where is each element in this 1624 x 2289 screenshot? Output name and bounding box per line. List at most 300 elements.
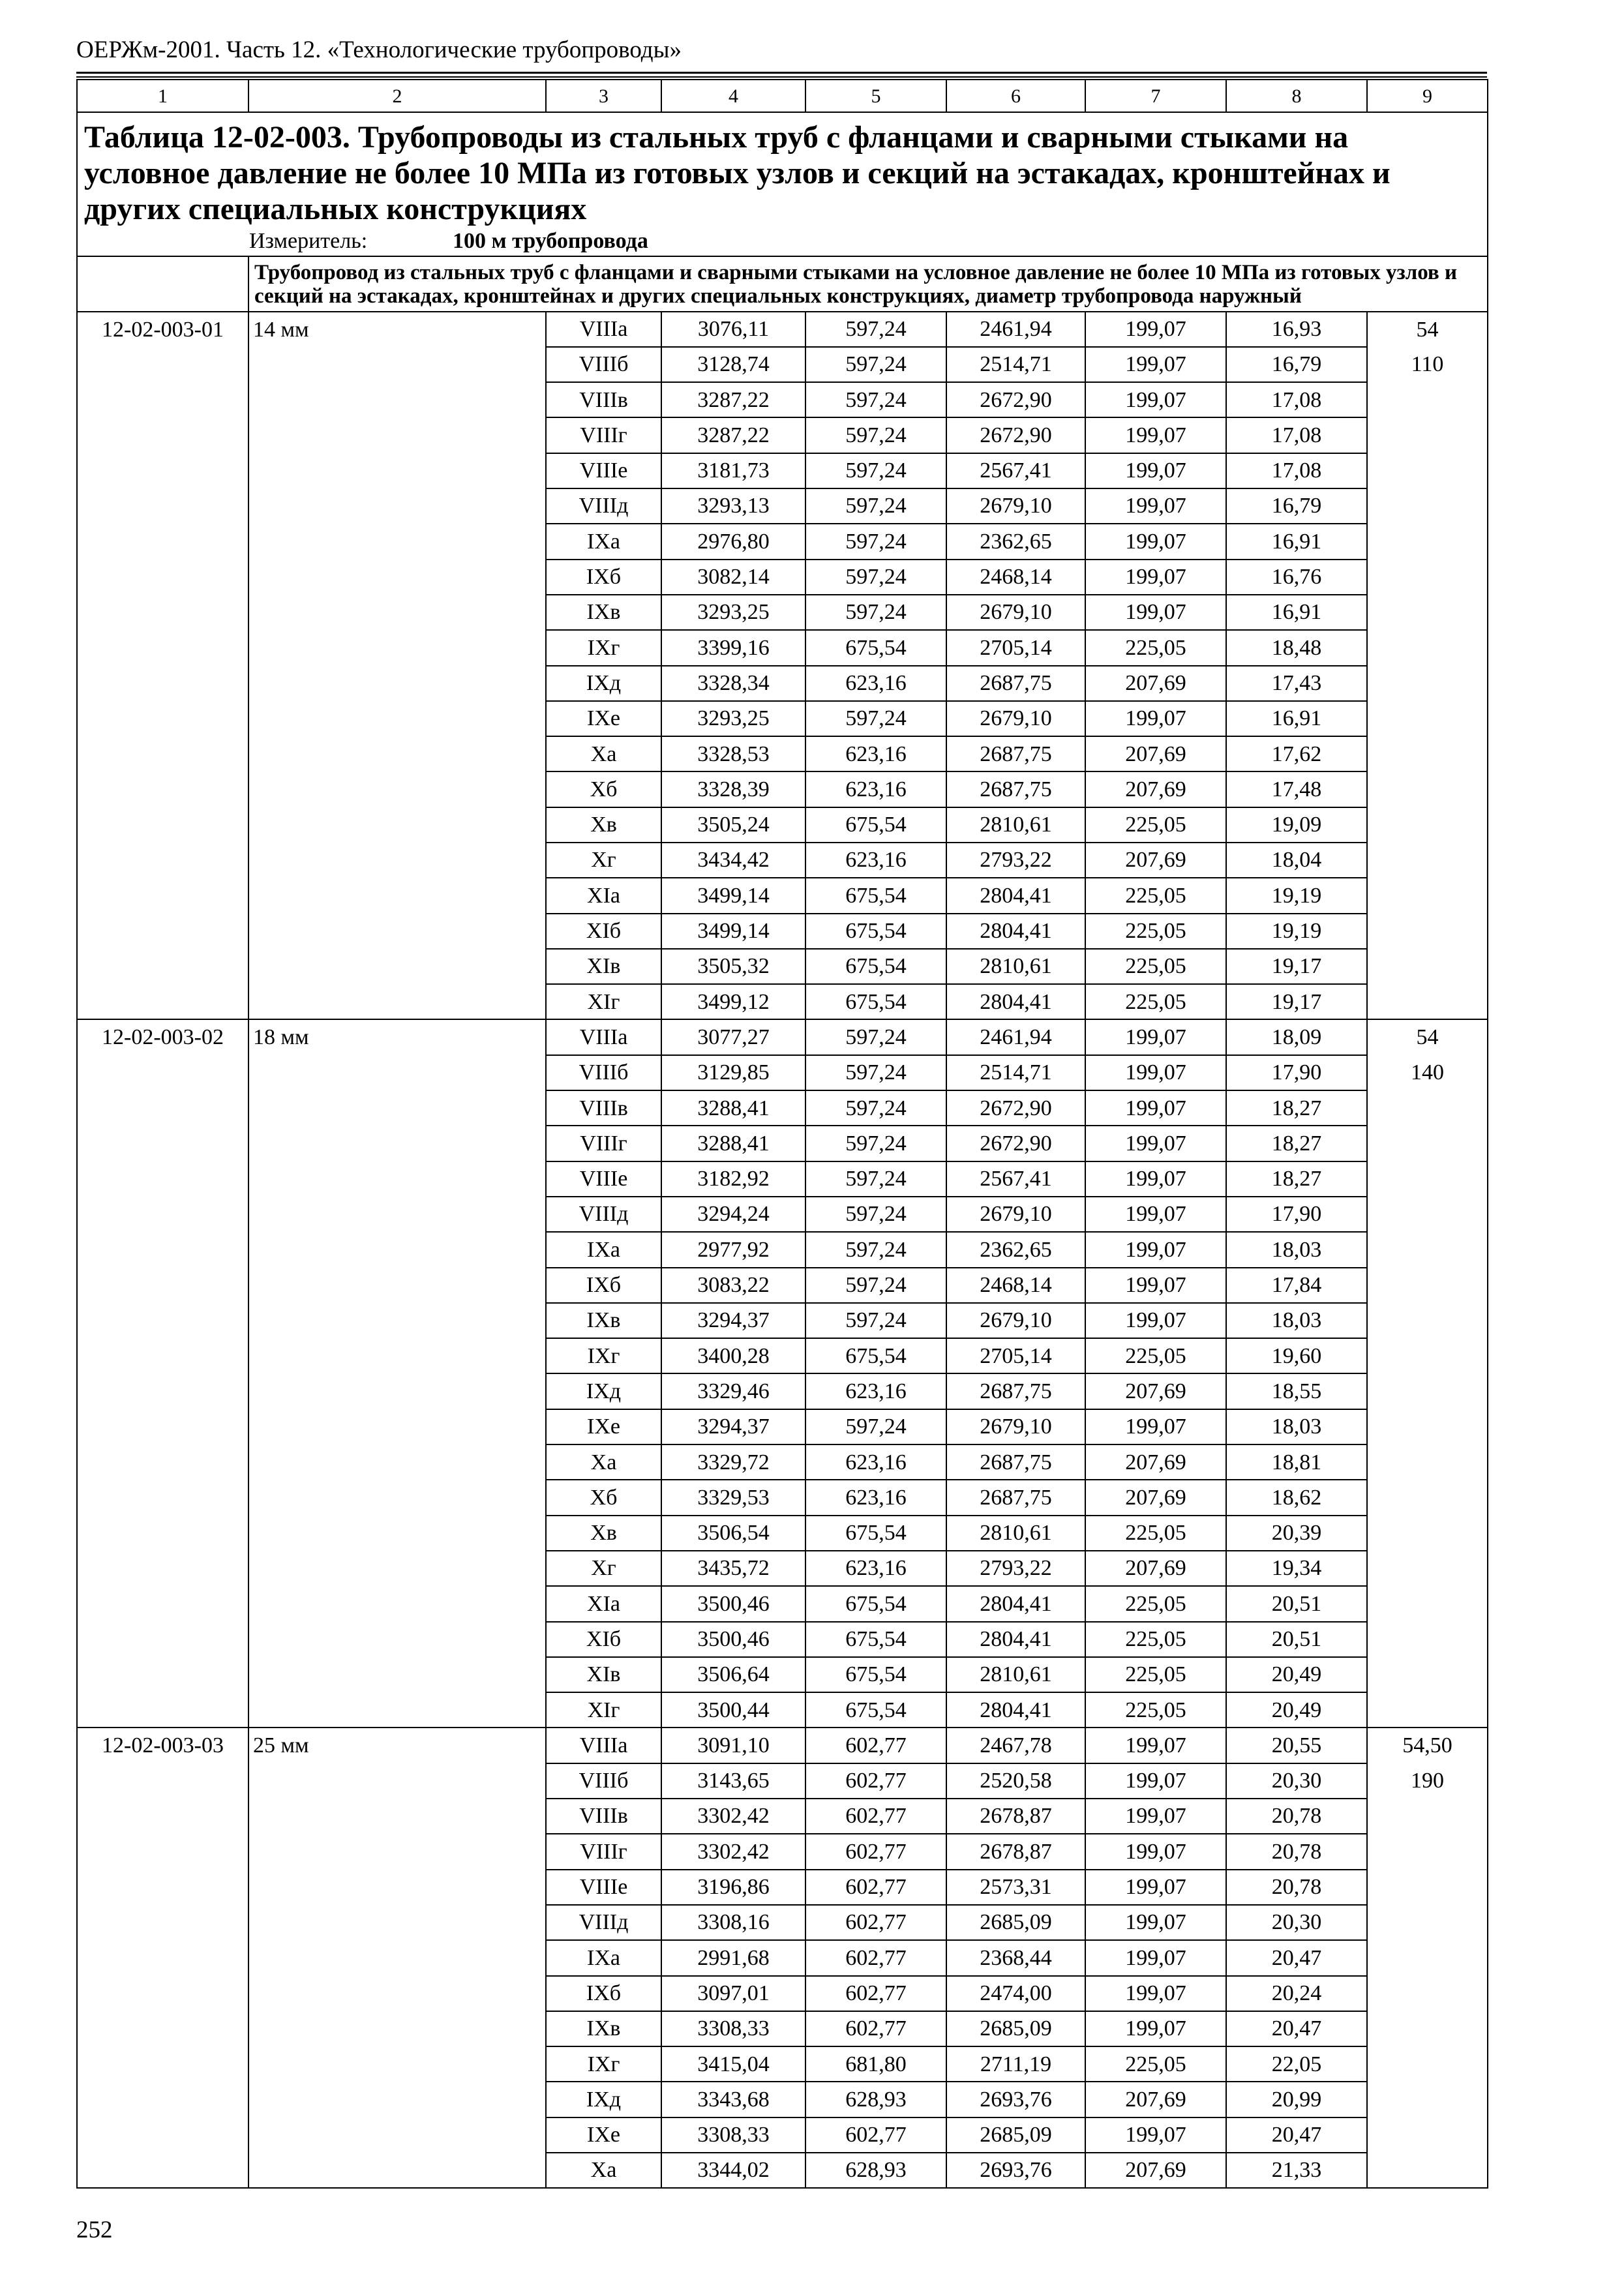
cell-value: 2693,76 bbox=[946, 2082, 1085, 2117]
cell-value: 18,03 bbox=[1226, 1303, 1367, 1338]
pipe-diameter-cont bbox=[248, 1197, 546, 1232]
pipe-diameter-cont bbox=[248, 560, 546, 595]
cell-value: 21,33 bbox=[1226, 2153, 1367, 2188]
rate-code-cont bbox=[77, 1516, 248, 1551]
zone-code: Xг bbox=[546, 843, 661, 878]
table-row bbox=[77, 666, 1488, 701]
cell-value: 3506,64 bbox=[661, 1657, 805, 1692]
pipe-diameter-cont bbox=[248, 1657, 546, 1692]
cell-value: 2474,00 bbox=[946, 1976, 1085, 2011]
zone-code: IXб bbox=[546, 1976, 661, 2011]
cell-value: 597,24 bbox=[805, 560, 946, 595]
zone-code: VIIIе bbox=[546, 1870, 661, 1905]
cell-value: 20,47 bbox=[1226, 2117, 1367, 2153]
cell-value: 597,24 bbox=[805, 312, 946, 347]
cell-value: 597,24 bbox=[805, 1019, 946, 1055]
table-row bbox=[77, 1019, 1488, 1055]
rate-code: 12-02-003-03 bbox=[77, 1728, 248, 1763]
pipe-diameter-cont bbox=[248, 1551, 546, 1586]
cell-value: 602,77 bbox=[805, 2117, 946, 2153]
col9-cell bbox=[1367, 595, 1488, 630]
cell-value: 20,99 bbox=[1226, 2082, 1367, 2117]
pipe-diameter-cont bbox=[248, 984, 546, 1019]
cell-value: 602,77 bbox=[805, 1870, 946, 1905]
cell-value: 3434,42 bbox=[661, 843, 805, 878]
table-row bbox=[77, 1373, 1488, 1409]
rate-code: 12-02-003-01 bbox=[77, 312, 248, 347]
cell-value: 3293,13 bbox=[661, 488, 805, 524]
col9-cell bbox=[1367, 1268, 1488, 1303]
cell-value: 2678,87 bbox=[946, 1799, 1085, 1834]
col9-cell bbox=[1367, 1303, 1488, 1338]
table-row bbox=[77, 1444, 1488, 1480]
rate-code-cont bbox=[77, 595, 248, 630]
rate-code-cont bbox=[77, 1444, 248, 1480]
pipe-diameter-cont bbox=[248, 736, 546, 771]
pipe-diameter-cont bbox=[248, 807, 546, 843]
cell-value: 225,05 bbox=[1085, 1657, 1226, 1692]
cell-value: 3288,41 bbox=[661, 1090, 805, 1126]
rate-code-cont bbox=[77, 453, 248, 488]
zone-code: VIIIг bbox=[546, 1834, 661, 1869]
cell-value: 20,78 bbox=[1226, 1799, 1367, 1834]
zone-code: VIIIд bbox=[546, 1905, 661, 1940]
cell-value: 2804,41 bbox=[946, 914, 1085, 949]
zone-code: VIIIе bbox=[546, 1161, 661, 1197]
description: Трубопровод из стальных труб с фланцами и сварными стыками на условное давление не более 10 МПа из готовых узлов и секций на эстакадах, кронштейнах и других специальных конструкциях, диаметр трубопровода наружный bbox=[248, 256, 1488, 312]
rates-table bbox=[76, 79, 1488, 2189]
table-row bbox=[77, 1197, 1488, 1232]
col9-cell: 54 bbox=[1367, 1019, 1488, 1055]
rate-code-cont bbox=[77, 1338, 248, 1373]
column-number: 2 bbox=[248, 80, 546, 112]
cell-value: 602,77 bbox=[805, 1834, 946, 1869]
zone-code: VIIIг bbox=[546, 417, 661, 453]
cell-value: 597,24 bbox=[805, 488, 946, 524]
table-row bbox=[77, 878, 1488, 913]
cell-value: 2687,75 bbox=[946, 771, 1085, 807]
cell-value: 20,55 bbox=[1226, 1728, 1367, 1763]
table-row bbox=[77, 347, 1488, 382]
cell-value: 2362,65 bbox=[946, 524, 1085, 559]
table-row bbox=[77, 1268, 1488, 1303]
pipe-diameter-cont bbox=[248, 1905, 546, 1940]
col9-cell: 190 bbox=[1367, 1763, 1488, 1799]
cell-value: 2793,22 bbox=[946, 843, 1085, 878]
cell-value: 18,04 bbox=[1226, 843, 1367, 878]
table-row bbox=[77, 630, 1488, 665]
zone-code: XIа bbox=[546, 878, 661, 913]
zone-code: IXв bbox=[546, 2011, 661, 2046]
pipe-diameter-cont bbox=[248, 1090, 546, 1126]
cell-value: 2672,90 bbox=[946, 382, 1085, 417]
rate-code-cont bbox=[77, 1232, 248, 1267]
cell-value: 199,07 bbox=[1085, 1019, 1226, 1055]
zone-code: VIIIа bbox=[546, 312, 661, 347]
cell-value: 2693,76 bbox=[946, 2153, 1085, 2188]
cell-value: 3302,42 bbox=[661, 1799, 805, 1834]
table-title: Таблица 12-02-003. Трубопроводы из стальных труб с фланцами и сварными стыками на условное давление не более 10 МПа из готовых узлов и секций на эстакадах, кронштейнах и других специальных конструкциях bbox=[84, 120, 1391, 227]
cell-value: 628,93 bbox=[805, 2082, 946, 2117]
pipe-diameter-cont bbox=[248, 843, 546, 878]
col9-cell bbox=[1367, 878, 1488, 913]
measure-line bbox=[249, 229, 1481, 256]
pipe-diameter-cont bbox=[248, 1480, 546, 1515]
zone-code: Xг bbox=[546, 1551, 661, 1586]
cell-value: 16,93 bbox=[1226, 312, 1367, 347]
rate-code-cont bbox=[77, 1409, 248, 1444]
cell-value: 628,93 bbox=[805, 2153, 946, 2188]
cell-value: 3182,92 bbox=[661, 1161, 805, 1197]
cell-value: 3287,22 bbox=[661, 382, 805, 417]
cell-value: 2685,09 bbox=[946, 2011, 1085, 2046]
cell-value: 199,07 bbox=[1085, 1055, 1226, 1090]
cell-value: 199,07 bbox=[1085, 2117, 1226, 2153]
rate-code-cont bbox=[77, 1197, 248, 1232]
rate-code-cont bbox=[77, 1090, 248, 1126]
description-spacer bbox=[77, 256, 248, 312]
zone-code: VIIIб bbox=[546, 347, 661, 382]
cell-value: 597,24 bbox=[805, 1161, 946, 1197]
cell-value: 207,69 bbox=[1085, 1480, 1226, 1515]
cell-value: 675,54 bbox=[805, 807, 946, 843]
cell-value: 199,07 bbox=[1085, 488, 1226, 524]
cell-value: 225,05 bbox=[1085, 630, 1226, 665]
pipe-diameter-cont bbox=[248, 1444, 546, 1480]
cell-value: 18,09 bbox=[1226, 1019, 1367, 1055]
cell-value: 2687,75 bbox=[946, 1480, 1085, 1515]
cell-value: 207,69 bbox=[1085, 1444, 1226, 1480]
cell-value: 3294,37 bbox=[661, 1409, 805, 1444]
pipe-diameter: 14 мм bbox=[248, 312, 546, 347]
cell-value: 225,05 bbox=[1085, 984, 1226, 1019]
cell-value: 18,81 bbox=[1226, 1444, 1367, 1480]
zone-code: Xв bbox=[546, 807, 661, 843]
pipe-diameter-cont bbox=[248, 1799, 546, 1834]
pipe-diameter-cont bbox=[248, 701, 546, 736]
cell-value: 2991,68 bbox=[661, 1940, 805, 1975]
zone-code: VIIIв bbox=[546, 382, 661, 417]
table-row bbox=[77, 1090, 1488, 1126]
pipe-diameter-cont bbox=[248, 1940, 546, 1975]
col9-cell bbox=[1367, 417, 1488, 453]
cell-value: 3302,42 bbox=[661, 1834, 805, 1869]
cell-value: 2810,61 bbox=[946, 1657, 1085, 1692]
header-rule bbox=[76, 72, 1487, 74]
cell-value: 675,54 bbox=[805, 630, 946, 665]
cell-value: 3097,01 bbox=[661, 1976, 805, 2011]
col9-cell bbox=[1367, 1409, 1488, 1444]
col9-cell bbox=[1367, 1161, 1488, 1197]
zone-code: IXг bbox=[546, 1338, 661, 1373]
cell-value: 199,07 bbox=[1085, 1799, 1226, 1834]
column-number: 8 bbox=[1226, 80, 1367, 112]
table-row bbox=[77, 701, 1488, 736]
zone-code: VIIIв bbox=[546, 1799, 661, 1834]
zone-code: XIб bbox=[546, 1622, 661, 1657]
pipe-diameter-cont bbox=[248, 878, 546, 913]
cell-value: 2804,41 bbox=[946, 1692, 1085, 1728]
zone-code: Xб bbox=[546, 1480, 661, 1515]
col9-cell bbox=[1367, 1799, 1488, 1834]
cell-value: 2804,41 bbox=[946, 1622, 1085, 1657]
pipe-diameter-cont bbox=[248, 1126, 546, 1161]
zone-code: XIг bbox=[546, 984, 661, 1019]
zone-code: IXд bbox=[546, 666, 661, 701]
cell-value: 3506,54 bbox=[661, 1516, 805, 1551]
cell-value: 225,05 bbox=[1085, 1338, 1226, 1373]
table-row bbox=[77, 560, 1488, 595]
zone-code: VIIIг bbox=[546, 1126, 661, 1161]
cell-value: 3329,46 bbox=[661, 1373, 805, 1409]
col9-cell bbox=[1367, 1622, 1488, 1657]
cell-value: 2804,41 bbox=[946, 1586, 1085, 1621]
zone-code: Xа bbox=[546, 1444, 661, 1480]
cell-value: 20,30 bbox=[1226, 1905, 1367, 1940]
table-row bbox=[77, 417, 1488, 453]
table-row bbox=[77, 1055, 1488, 1090]
pipe-diameter-cont bbox=[248, 1161, 546, 1197]
zone-code: IXд bbox=[546, 2082, 661, 2117]
cell-value: 597,24 bbox=[805, 1409, 946, 1444]
col9-cell bbox=[1367, 2117, 1488, 2153]
zone-code: IXа bbox=[546, 524, 661, 559]
cell-value: 3196,86 bbox=[661, 1870, 805, 1905]
cell-value: 18,27 bbox=[1226, 1090, 1367, 1126]
cell-value: 623,16 bbox=[805, 1551, 946, 1586]
col9-cell bbox=[1367, 1338, 1488, 1373]
cell-value: 225,05 bbox=[1085, 1516, 1226, 1551]
pipe-diameter-cont bbox=[248, 1516, 546, 1551]
cell-value: 2514,71 bbox=[946, 347, 1085, 382]
column-number: 5 bbox=[805, 80, 946, 112]
zone-code: VIIIа bbox=[546, 1728, 661, 1763]
table-row bbox=[77, 1657, 1488, 1692]
col9-cell bbox=[1367, 488, 1488, 524]
rate-code-cont bbox=[77, 2117, 248, 2153]
cell-value: 602,77 bbox=[805, 1728, 946, 1763]
cell-value: 3287,22 bbox=[661, 417, 805, 453]
pipe-diameter-cont bbox=[248, 1976, 546, 2011]
table-row bbox=[77, 1870, 1488, 1905]
rate-code-cont bbox=[77, 1976, 248, 2011]
cell-value: 199,07 bbox=[1085, 1976, 1226, 2011]
cell-value: 199,07 bbox=[1085, 312, 1226, 347]
zone-code: IXа bbox=[546, 1940, 661, 1975]
pipe-diameter-cont bbox=[248, 382, 546, 417]
table-row bbox=[77, 1551, 1488, 1586]
cell-value: 675,54 bbox=[805, 1692, 946, 1728]
col9-cell bbox=[1367, 524, 1488, 559]
table-row bbox=[77, 524, 1488, 559]
cell-value: 602,77 bbox=[805, 1976, 946, 2011]
pipe-diameter-cont bbox=[248, 1338, 546, 1373]
cell-value: 3076,11 bbox=[661, 312, 805, 347]
cell-value: 681,80 bbox=[805, 2046, 946, 2082]
cell-value: 20,78 bbox=[1226, 1834, 1367, 1869]
cell-value: 597,24 bbox=[805, 595, 946, 630]
rate-code-cont bbox=[77, 524, 248, 559]
table-row bbox=[77, 1586, 1488, 1621]
cell-value: 2672,90 bbox=[946, 1090, 1085, 1126]
table-row bbox=[77, 984, 1488, 1019]
cell-value: 17,08 bbox=[1226, 382, 1367, 417]
cell-value: 2687,75 bbox=[946, 1373, 1085, 1409]
col9-cell bbox=[1367, 949, 1488, 984]
cell-value: 3343,68 bbox=[661, 2082, 805, 2117]
cell-value: 3288,41 bbox=[661, 1126, 805, 1161]
col9-cell: 54,50 bbox=[1367, 1728, 1488, 1763]
col9-cell bbox=[1367, 1126, 1488, 1161]
col9-cell bbox=[1367, 2082, 1488, 2117]
cell-value: 2679,10 bbox=[946, 1409, 1085, 1444]
cell-value: 19,17 bbox=[1226, 949, 1367, 984]
title-cell bbox=[77, 112, 1488, 256]
cell-value: 3499,14 bbox=[661, 878, 805, 913]
rate-code-cont bbox=[77, 1268, 248, 1303]
cell-value: 19,19 bbox=[1226, 914, 1367, 949]
col9-cell bbox=[1367, 1444, 1488, 1480]
rate-code-cont bbox=[77, 878, 248, 913]
zone-code: XIг bbox=[546, 1692, 661, 1728]
col9-cell bbox=[1367, 630, 1488, 665]
cell-value: 2687,75 bbox=[946, 736, 1085, 771]
pipe-diameter-cont bbox=[248, 666, 546, 701]
table-row bbox=[77, 1516, 1488, 1551]
cell-value: 225,05 bbox=[1085, 2046, 1226, 2082]
cell-value: 207,69 bbox=[1085, 1373, 1226, 1409]
pipe-diameter-cont bbox=[248, 1586, 546, 1621]
cell-value: 3082,14 bbox=[661, 560, 805, 595]
table-row bbox=[77, 771, 1488, 807]
table-row bbox=[77, 1338, 1488, 1373]
cell-value: 602,77 bbox=[805, 1940, 946, 1975]
pipe-diameter-cont bbox=[248, 771, 546, 807]
cell-value: 199,07 bbox=[1085, 382, 1226, 417]
rate-code-cont bbox=[77, 1126, 248, 1161]
cell-value: 16,91 bbox=[1226, 524, 1367, 559]
rate-code: 12-02-003-02 bbox=[77, 1019, 248, 1055]
rate-code-cont bbox=[77, 630, 248, 665]
cell-value: 22,05 bbox=[1226, 2046, 1367, 2082]
cell-value: 199,07 bbox=[1085, 1303, 1226, 1338]
table-row bbox=[77, 1303, 1488, 1338]
cell-value: 225,05 bbox=[1085, 807, 1226, 843]
cell-value: 2461,94 bbox=[946, 312, 1085, 347]
cell-value: 3500,46 bbox=[661, 1586, 805, 1621]
zone-code: Xа bbox=[546, 736, 661, 771]
zone-code: VIIIе bbox=[546, 453, 661, 488]
cell-value: 3328,34 bbox=[661, 666, 805, 701]
cell-value: 3294,24 bbox=[661, 1197, 805, 1232]
pipe-diameter-cont bbox=[248, 2117, 546, 2153]
cell-value: 675,54 bbox=[805, 984, 946, 1019]
zone-code: IXг bbox=[546, 2046, 661, 2082]
pipe-diameter-cont bbox=[248, 417, 546, 453]
table-row bbox=[77, 312, 1488, 347]
cell-value: 225,05 bbox=[1085, 1586, 1226, 1621]
rate-code-cont bbox=[77, 1161, 248, 1197]
cell-value: 199,07 bbox=[1085, 1763, 1226, 1799]
cell-value: 17,08 bbox=[1226, 453, 1367, 488]
cell-value: 225,05 bbox=[1085, 949, 1226, 984]
cell-value: 19,19 bbox=[1226, 878, 1367, 913]
table-row bbox=[77, 1940, 1488, 1975]
rate-code-cont bbox=[77, 771, 248, 807]
rate-code-cont bbox=[77, 1622, 248, 1657]
cell-value: 3293,25 bbox=[661, 701, 805, 736]
cell-value: 17,84 bbox=[1226, 1268, 1367, 1303]
pipe-diameter-cont bbox=[248, 2011, 546, 2046]
cell-value: 3499,12 bbox=[661, 984, 805, 1019]
measure-value: 100 м трубопровода bbox=[453, 228, 648, 253]
cell-value: 2977,92 bbox=[661, 1232, 805, 1267]
cell-value: 2679,10 bbox=[946, 595, 1085, 630]
cell-value: 19,60 bbox=[1226, 1338, 1367, 1373]
pipe-diameter-cont bbox=[248, 524, 546, 559]
pipe-diameter-cont bbox=[248, 1692, 546, 1728]
zone-code: VIIIв bbox=[546, 1090, 661, 1126]
pipe-diameter-cont bbox=[248, 1055, 546, 1090]
cell-value: 199,07 bbox=[1085, 453, 1226, 488]
cell-value: 18,62 bbox=[1226, 1480, 1367, 1515]
cell-value: 623,16 bbox=[805, 843, 946, 878]
cell-value: 20,39 bbox=[1226, 1516, 1367, 1551]
cell-value: 3143,65 bbox=[661, 1763, 805, 1799]
pipe-diameter-cont bbox=[248, 488, 546, 524]
cell-value: 18,27 bbox=[1226, 1126, 1367, 1161]
cell-value: 19,09 bbox=[1226, 807, 1367, 843]
cell-value: 2679,10 bbox=[946, 1197, 1085, 1232]
table-row bbox=[77, 1161, 1488, 1197]
cell-value: 199,07 bbox=[1085, 2011, 1226, 2046]
cell-value: 3308,33 bbox=[661, 2117, 805, 2153]
table-row bbox=[77, 2117, 1488, 2153]
col9-cell bbox=[1367, 1692, 1488, 1728]
col9-cell bbox=[1367, 666, 1488, 701]
rate-code-cont bbox=[77, 914, 248, 949]
pipe-diameter: 18 мм bbox=[248, 1019, 546, 1055]
rate-code-cont bbox=[77, 984, 248, 1019]
cell-value: 2976,80 bbox=[661, 524, 805, 559]
cell-value: 2793,22 bbox=[946, 1551, 1085, 1586]
rate-code-cont bbox=[77, 560, 248, 595]
table-row bbox=[77, 949, 1488, 984]
cell-value: 2685,09 bbox=[946, 2117, 1085, 2153]
column-number: 7 bbox=[1085, 80, 1226, 112]
cell-value: 199,07 bbox=[1085, 1126, 1226, 1161]
col9-cell bbox=[1367, 2153, 1488, 2188]
cell-value: 623,16 bbox=[805, 666, 946, 701]
cell-value: 2461,94 bbox=[946, 1019, 1085, 1055]
cell-value: 207,69 bbox=[1085, 2082, 1226, 2117]
cell-value: 2672,90 bbox=[946, 1126, 1085, 1161]
column-number: 6 bbox=[946, 80, 1085, 112]
rate-code-cont bbox=[77, 949, 248, 984]
cell-value: 3499,14 bbox=[661, 914, 805, 949]
description-row bbox=[77, 256, 1488, 312]
cell-value: 597,24 bbox=[805, 1197, 946, 1232]
rate-code-cont bbox=[77, 1692, 248, 1728]
zone-code: IXг bbox=[546, 630, 661, 665]
col9-cell bbox=[1367, 914, 1488, 949]
zone-code: IXв bbox=[546, 595, 661, 630]
zone-code: VIIIд bbox=[546, 488, 661, 524]
cell-value: 602,77 bbox=[805, 1763, 946, 1799]
col9-cell bbox=[1367, 2046, 1488, 2082]
cell-value: 20,51 bbox=[1226, 1586, 1367, 1621]
rate-code-cont bbox=[77, 807, 248, 843]
